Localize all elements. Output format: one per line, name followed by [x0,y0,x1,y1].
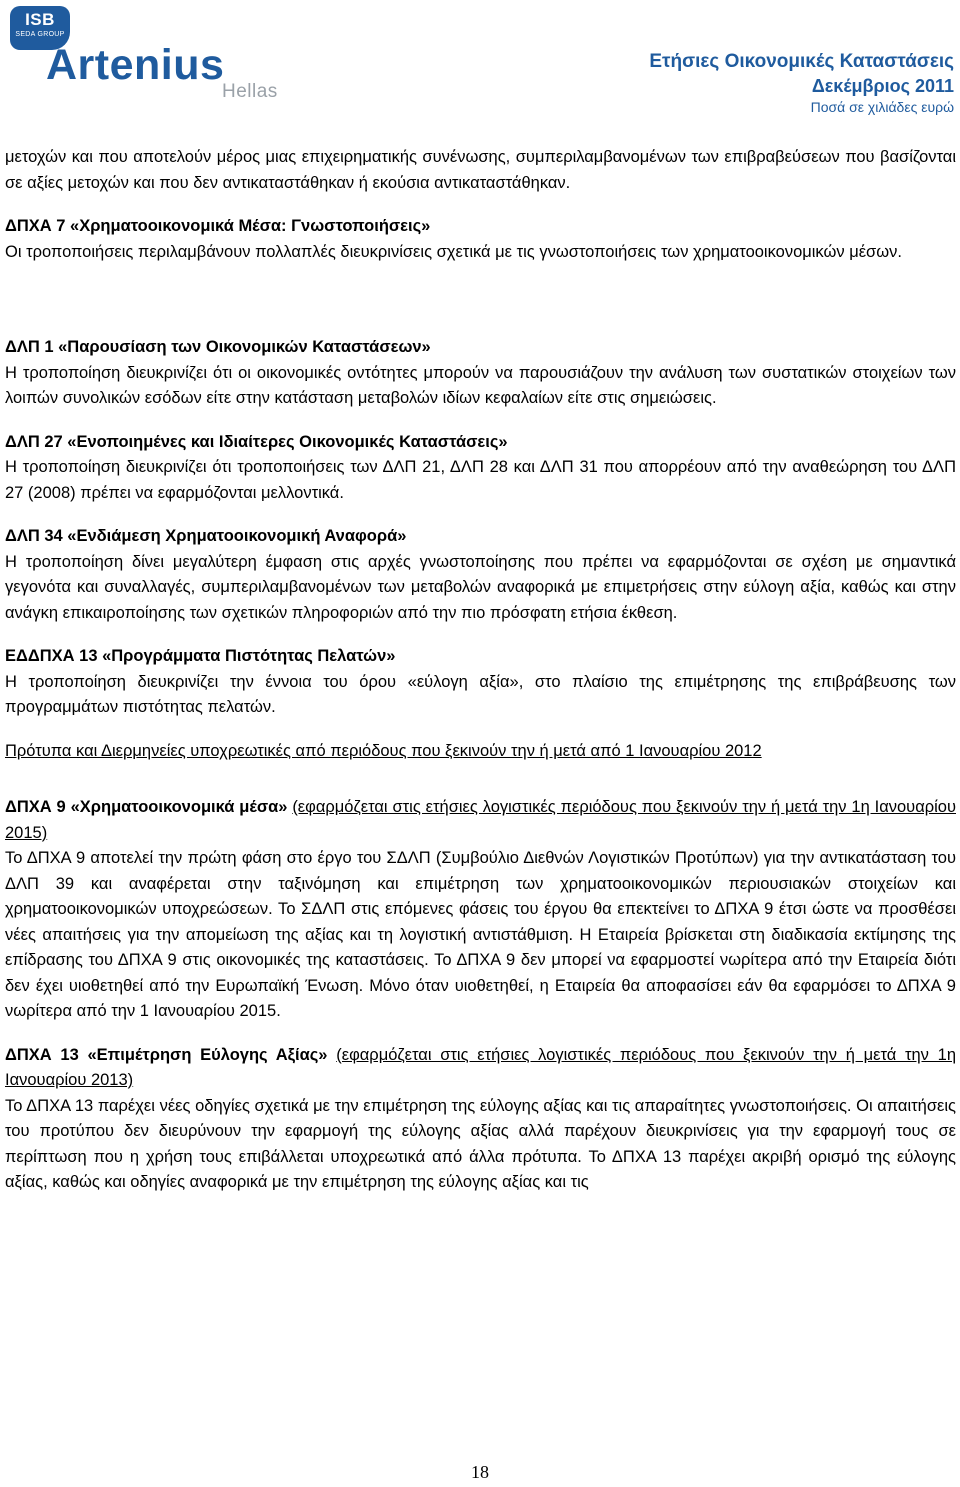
section-body: Το ΔΠΧΑ 9 αποτελεί την πρώτη φάση στο έργο του ΣΔΛΠ (Συμβούλιο Διεθνών Λογιστικών Προτύπων) για την αντικατάσταση του ΔΛΠ 39 και αναφέρεται στην ταξινόμηση και επιμέτρηση των χρηματοοικονομικών περιουσιακών στοιχείων και χρηματοοικονομικών υποχρεώσεων. Το ΣΔΛΠ στις επόμενες φάσεις του έργου θα επεκτείνει το ΔΠΧΑ 9 έτσι ώστε να προσθέσει νέες απαιτήσεις για την απομείωση της αξίας και τη λογιστική αντιστάθμιση. Η Εταιρεία βρίσκεται στη διαδικασία εκτίμησης της επίδρασης του ΔΠΧΑ 9 στις οικονομικές της καταστάσεις. Το ΔΠΧΑ 9 δεν μπορεί να εφαρμοστεί νωρίτερα από την Εταιρεία διότι δεν έχει υιοθετηθεί από την Ευρωπαϊκή Ένωση. Μόνο όταν υιοθετηθεί, η Εταιρεία θα αποφασίσει εάν θα εφαρμόσει το ΔΠΧΑ 9 νωρίτερα από την 1 Ιανουαρίου 2015. [5,849,956,1020]
section-title: ΔΛΠ 34 «Ενδιάμεση Χρηματοοικονομική Αναφορά» [5,527,407,545]
amounts-note: Ποσά σε χιλιάδες ευρώ [810,99,954,115]
brand-name: Artenius [46,41,225,89]
page-number: 18 [471,1462,489,1482]
section-body: Η τροποποίηση διευκρινίζει ότι τροποποιήσεις των ΔΛΠ 21, ΔΛΠ 28 και ΔΛΠ 31 που απορρέουν από την αναθεώρηση του ΔΛΠ 27 (2008) πρέπει να εφαρμόζονται μελλοντικά. [5,458,956,502]
brand-sub: Hellas [222,81,278,102]
section-dpxa9 [5,795,956,1025]
section-body: Η τροποποίηση δίνει μεγαλύτερη έμφαση στις αρχές γνωστοποίησης που πρέπει να εφαρμόζονται σε σχέση με σημαντικά γεγονότα και συναλλαγές, συμπεριλαμβανομένων των μεταβολών αναφορικά με επιμετρήσεις στην εύλογη αξία, καθώς και στην ανάγκη επικαιροποίησης των σχετικών πληροφοριών από την πιο πρόσφατη ετήσια έκθεση. [5,552,956,622]
badge-sub-label: SEDA GROUP [15,31,65,38]
section-dlp27 [5,430,956,507]
section-effective-note: (εφαρμόζεται στις ετήσιες λογιστικές περιόδους που ξεκινούν την ή μετά την 1η Ιανουαρίου 2015) [5,798,956,842]
section-title: ΔΠΧΑ 9 «Χρηματοοικονομικά μέσα» [5,798,288,816]
section-body: Οι τροποποιήσεις περιλαμβάνουν πολλαπλές διευκρινίσεις σχετικά με τις γνωστοποιήσεις των χρηματοοικονομικών μέσων. [5,242,902,261]
section-dlp1 [5,335,956,412]
section-body: Το ΔΠΧΑ 13 παρέχει νέες οδηγίες σχετικά με την επιμέτρηση της εύλογης αξίας και τις απαραίτητες γνωστοποιήσεις. Οι απαιτήσεις του προτύπου δεν διευρύνουν την εφαρμογή της εύλογης αξίας αλλά παρέχουν διευκρινίσεις για την εφαρμογή τους σε περίπτωση που η χρήση τους επιβάλλεται υποχρεωτικά από άλλα πρότυπα. Το ΔΠΧΑ 13 παρέχει ακριβή ορισμό της εύλογης αξίας, καθώς και οδηγίες αναφορικά με την επιμέτρηση της εύλογης αξίας και τις [5,1096,956,1191]
section-dpxa13 [5,1043,956,1196]
section-edpxa13 [5,644,956,721]
section-title: ΔΛΠ 27 «Ενοποιημένες και Ιδιαίτερες Οικονομικές Καταστάσεις» [5,432,508,451]
section-title: ΔΠΧΑ 13 «Επιμέτρηση Εύλογης Αξίας» [5,1045,328,1064]
section-heading-line [5,1043,956,1094]
section-dlp34 [5,524,956,626]
page-header [0,0,960,120]
section-body: Η τροποποίηση διευκρινίζει την έννοια του όρου «εύλογη αξία», στο πλαίσιο της επιμέτρησης της επιβράβευσης των προγραμμάτων πιστότητας πελατών. [5,672,956,716]
section-effective-note: (εφαρμόζεται στις ετήσιες λογιστικές περιόδους που ξεκινούν την ή μετά την 1η Ιανουαρίου 2013) [5,1045,956,1089]
standards-subheading: Πρότυπα και Διερμηνείες υποχρεωτικές από περιόδους που ξεκινούν την ή μετά από 1 Ιανουαρίου 2012 [5,741,762,760]
section-title: ΔΠΧΑ 7 «Χρηματοοικονομικά Μέσα: Γνωστοποιήσεις» [5,217,431,235]
section-heading-line [5,795,956,846]
document-date: Δεκέμβριος 2011 [811,76,954,96]
section-title: ΔΛΠ 1 «Παρουσίαση των Οικονομικών Καταστάσεων» [5,338,431,356]
header-info [649,50,954,116]
section-title: ΕΔΔΠΧΑ 13 «Προγράμματα Πιστότητας Πελατών» [5,647,396,665]
section-body: Η τροποποίηση διευκρινίζει ότι οι οικονομικές οντότητες μπορούν να παρουσιάζουν την ανάλυση των συστατικών στοιχείων των λοιπών συνολικών εσόδων είτε στην κατάσταση μεταβολών ιδίων κεφαλαίων είτε στις σημειώσεις. [5,363,956,407]
badge-label: ISB [25,10,55,29]
document-body [5,145,956,1196]
document-title: Ετήσιες Οικονομικές Καταστάσεις [649,51,954,72]
artenius-logo [10,6,300,106]
section-dpxa7 [5,214,956,265]
intro-paragraph: μετοχών και που αποτελούν μέρος μιας επιχειρηματικής συνένωσης, συμπεριλαμβανομένων των επιβραβεύσεων που βασίζονται σε αξίες μετοχών και που δεν αντικαταστάθηκαν ή εκούσια αντικαταστάθηκαν. [5,148,956,192]
